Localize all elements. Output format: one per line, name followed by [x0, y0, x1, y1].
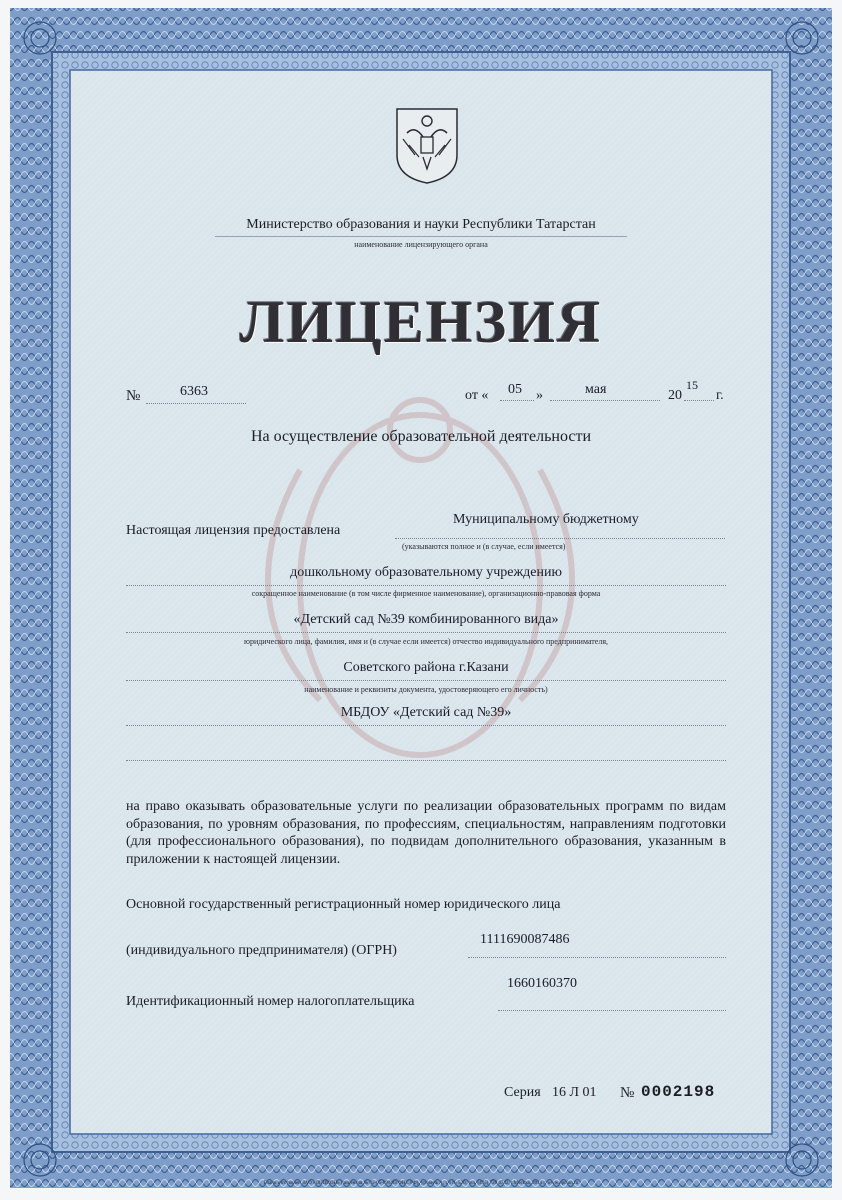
rights-paragraph: на право оказывать образовательные услуги по реализации образовательных программ по видам образования, по уровням образования, по профессиям, специальностям, направлениям подготовки (для профессионального образования), по подвидам дополнительного образования, указанным в приложении к настоящей лицензии.	[126, 799, 726, 867]
date-day-underline	[500, 400, 534, 401]
issuer-caption: наименование лицензирующего органа	[354, 240, 488, 249]
date-day-close: »	[536, 388, 543, 403]
number-sign: №	[126, 388, 141, 404]
date-month: мая	[585, 382, 607, 397]
grantee-underline-2	[126, 585, 726, 586]
date-year-underline	[684, 400, 714, 401]
inn-underline	[498, 1010, 726, 1011]
grantee-underline-3	[126, 632, 726, 633]
inn-label: Идентификационный номер налогоплательщика	[126, 994, 415, 1009]
grantee-underline-1	[395, 538, 725, 539]
coat-of-arms-icon	[393, 105, 461, 185]
grantee-intro: Настоящая лицензия предоставлена	[126, 523, 341, 538]
date-year-prefix: 20	[668, 388, 682, 403]
inn-value: 1660160370	[507, 976, 577, 991]
ogrn-underline	[468, 957, 726, 958]
ogrn-value: 1111690087486	[480, 932, 570, 947]
grantee-underline-5	[126, 725, 726, 726]
date-from-label: от «	[465, 388, 489, 403]
document-title: ЛИЦЕНЗИЯ	[239, 289, 603, 355]
grantee-line-4: Советского района г.Казани	[343, 660, 509, 675]
grantee-line-5: МБДОУ «Детский сад №39»	[340, 705, 512, 720]
date-month-underline	[550, 400, 660, 401]
series-number-sign: №	[620, 1085, 635, 1101]
license-subject: На осуществление образовательной деятельности	[250, 428, 592, 445]
printer-footer: Бланк изготовлен ЗАО «ОПЦИОН» (лицензия № 05-05-09/003 ФНС РФ), уровень А, т/з № 520, тел. (495) 726 4742, г.Москва, 2014 г. www.opcion.ru	[263, 1181, 579, 1186]
grantee-line-3: «Детский сад №39 комбинированного вида»	[293, 612, 559, 627]
grantee-caption-4: наименование и реквизиты документа, удостоверяющего его личность)	[304, 685, 548, 694]
grantee-underline-4	[126, 680, 726, 681]
date-year-unit: г.	[716, 388, 724, 403]
grantee-line-2: дошкольному образовательному учреждению	[290, 565, 562, 580]
grantee-underline-6	[126, 760, 726, 761]
grantee-caption-3: юридического лица, фамилия, имя и (в случае если имеется) отчество индивидуального предпринимателя,	[243, 637, 609, 646]
series-value: 16 Л 01	[552, 1085, 597, 1100]
ogrn-label-line-2: (индивидуального предпринимателя) (ОГРН)	[126, 943, 397, 958]
issuer-name: Министерство образования и науки Республики Татарстан	[246, 217, 596, 232]
grantee-caption-1: (указываются полное и (в случае, если имеется)	[402, 542, 566, 551]
license-number: 6363	[180, 384, 208, 399]
grantee-caption-2: сокращенное наименование (в том числе фирменное наименование), организационно-правовая форма	[251, 589, 601, 598]
date-year-suffix: 15	[686, 378, 698, 392]
date-day: 05	[508, 382, 522, 397]
series-label: Серия	[504, 1085, 541, 1100]
series-number: 0002198	[641, 1083, 716, 1101]
issuer-underline	[215, 236, 627, 237]
number-underline	[146, 403, 246, 404]
ogrn-label-line-1: Основной государственный регистрационный номер юридического лица	[126, 897, 561, 912]
grantee-line-1: Муниципальному бюджетному	[453, 512, 639, 527]
